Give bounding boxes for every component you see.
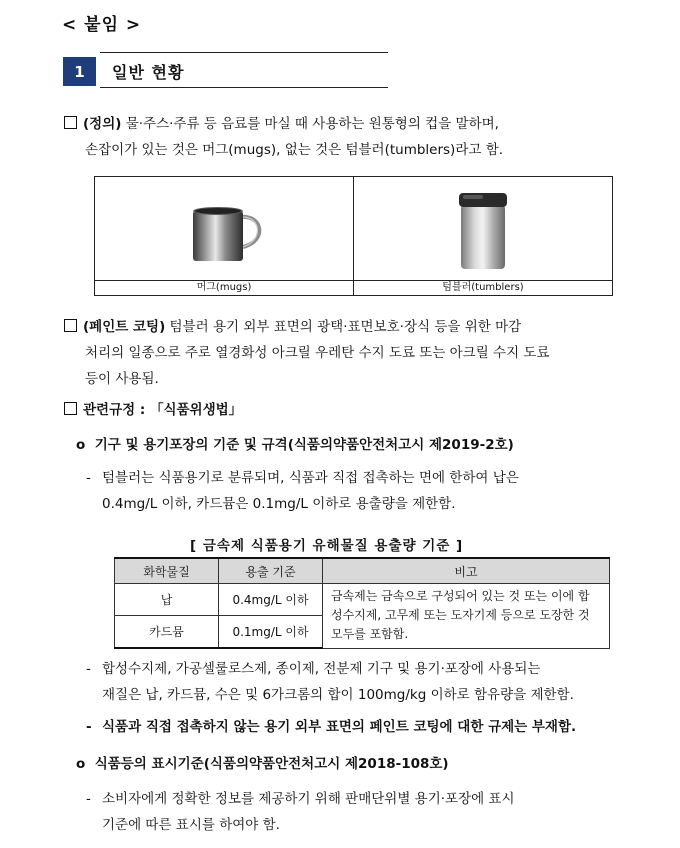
dash2 <box>86 656 616 708</box>
dash-marker: - <box>86 661 91 677</box>
paint-paragraph <box>64 314 624 392</box>
definition-label: (정의) <box>83 116 122 132</box>
table-cell-substance: 납 <box>115 584 219 616</box>
paint-text-3: 등이 사용됨. <box>85 371 159 387</box>
dash-marker: - <box>86 470 91 486</box>
definition-paragraph <box>64 111 624 163</box>
definition-text-2: 손잡이가 있는 것은 머그(mugs), 없는 것은 텀블러(tumblers)라고 함. <box>85 142 504 158</box>
dash-marker: - <box>86 791 91 807</box>
bullet-icon: o <box>76 437 86 453</box>
checkbox-icon <box>64 402 77 415</box>
paint-label: (페인트 코팅) <box>83 319 166 335</box>
standard2-dash-text-1: 소비자에게 정확한 정보를 제공하기 위해 판매단위별 용기·포장에 표시 <box>102 791 515 807</box>
standard1-dash <box>86 465 616 517</box>
mug-caption: 머그(mugs) <box>196 282 252 293</box>
dash3-text: 식품과 직접 접촉하지 않는 용기 외부 표면의 페인트 코팅에 대한 규제는 부재함. <box>102 719 577 735</box>
dash-marker: - <box>86 719 92 735</box>
standard1-dash-text-2: 0.4mg/L 이하, 카드뮴은 0.1mg/L 이하로 용출량을 제한함. <box>102 496 456 512</box>
table-cell-limit: 0.4mg/L 이하 <box>219 584 323 616</box>
standard2-title: 식품등의 표시기준(식품의약품안전처고시 제2018-108호) <box>94 756 449 772</box>
section-rule-top <box>100 52 388 53</box>
paint-text-1: 텀블러 용기 외부 표면의 광택·표면보호·장식 등을 위한 마감 <box>165 319 522 335</box>
table-cell-substance: 카드뮴 <box>115 616 219 649</box>
table-header: 용출 기준 <box>219 558 323 584</box>
leaching-standard-table <box>114 557 610 649</box>
table-header-row <box>115 558 610 584</box>
standard2-dash-text-2: 기준에 따른 표시를 하여야 함. <box>102 817 280 833</box>
image-table <box>94 176 613 296</box>
standard1-heading <box>76 433 514 453</box>
tumbler-caption: 텀블러(tumblers) <box>442 282 524 293</box>
checkbox-icon <box>64 319 77 332</box>
paint-text-2: 처리의 일종으로 주로 열경화성 아크릴 우레탄 수지 도료 또는 아크릴 수지 도료 <box>85 345 550 361</box>
standard2-heading <box>76 752 449 772</box>
image-table-divider <box>353 177 354 295</box>
tumbler-image <box>455 189 511 273</box>
dash3 <box>86 714 616 740</box>
table-title: [ 금속제 식품용기 유해물질 용출량 기준 ] <box>190 538 464 554</box>
mug-image <box>189 203 271 265</box>
standard1-dash-text-1: 텀블러는 식품용기로 분류되며, 식품과 직접 접촉하는 면에 한하여 납은 <box>102 470 519 486</box>
regulations-paragraph <box>64 397 624 423</box>
bullet-icon: o <box>76 756 86 772</box>
dash2-text-1: 합성수지제, 가공셀룰로스제, 종이제, 전분제 기구 및 용기·포장에 사용되는 <box>102 661 541 677</box>
table-header: 비고 <box>323 558 610 584</box>
section-rule-bottom <box>100 87 388 88</box>
table-cell-note: 금속제는 금속으로 구성되어 있는 것 또는 이에 합성수지제, 고무제 또는 도자기제 등으로 도장한 것 모두를 포함함. <box>323 584 610 649</box>
table-header: 화학물질 <box>115 558 219 584</box>
definition-text-1: 물·주스·주류 등 음료를 마실 때 사용하는 원통형의 컵을 말하며, <box>121 116 499 132</box>
checkbox-icon <box>64 116 77 129</box>
table-row <box>115 584 610 616</box>
table-cell-limit: 0.1mg/L 이하 <box>219 616 323 649</box>
dash2-text-2: 재질은 납, 카드뮴, 수은 및 6가크롬의 합이 100mg/kg 이하로 함유량을 제한함. <box>102 687 574 703</box>
standard1-title: 기구 및 용기포장의 기준 및 규격(식품의약품안전처고시 제2019-2호) <box>94 437 514 453</box>
section-title: 일반 현황 <box>112 63 185 82</box>
annex-heading: < 붙임 > <box>62 15 142 35</box>
regulations-label: 관련규정 : 「식품위생법」 <box>83 402 243 418</box>
standard2-dash <box>86 786 616 838</box>
section-number: 1 <box>63 57 96 86</box>
